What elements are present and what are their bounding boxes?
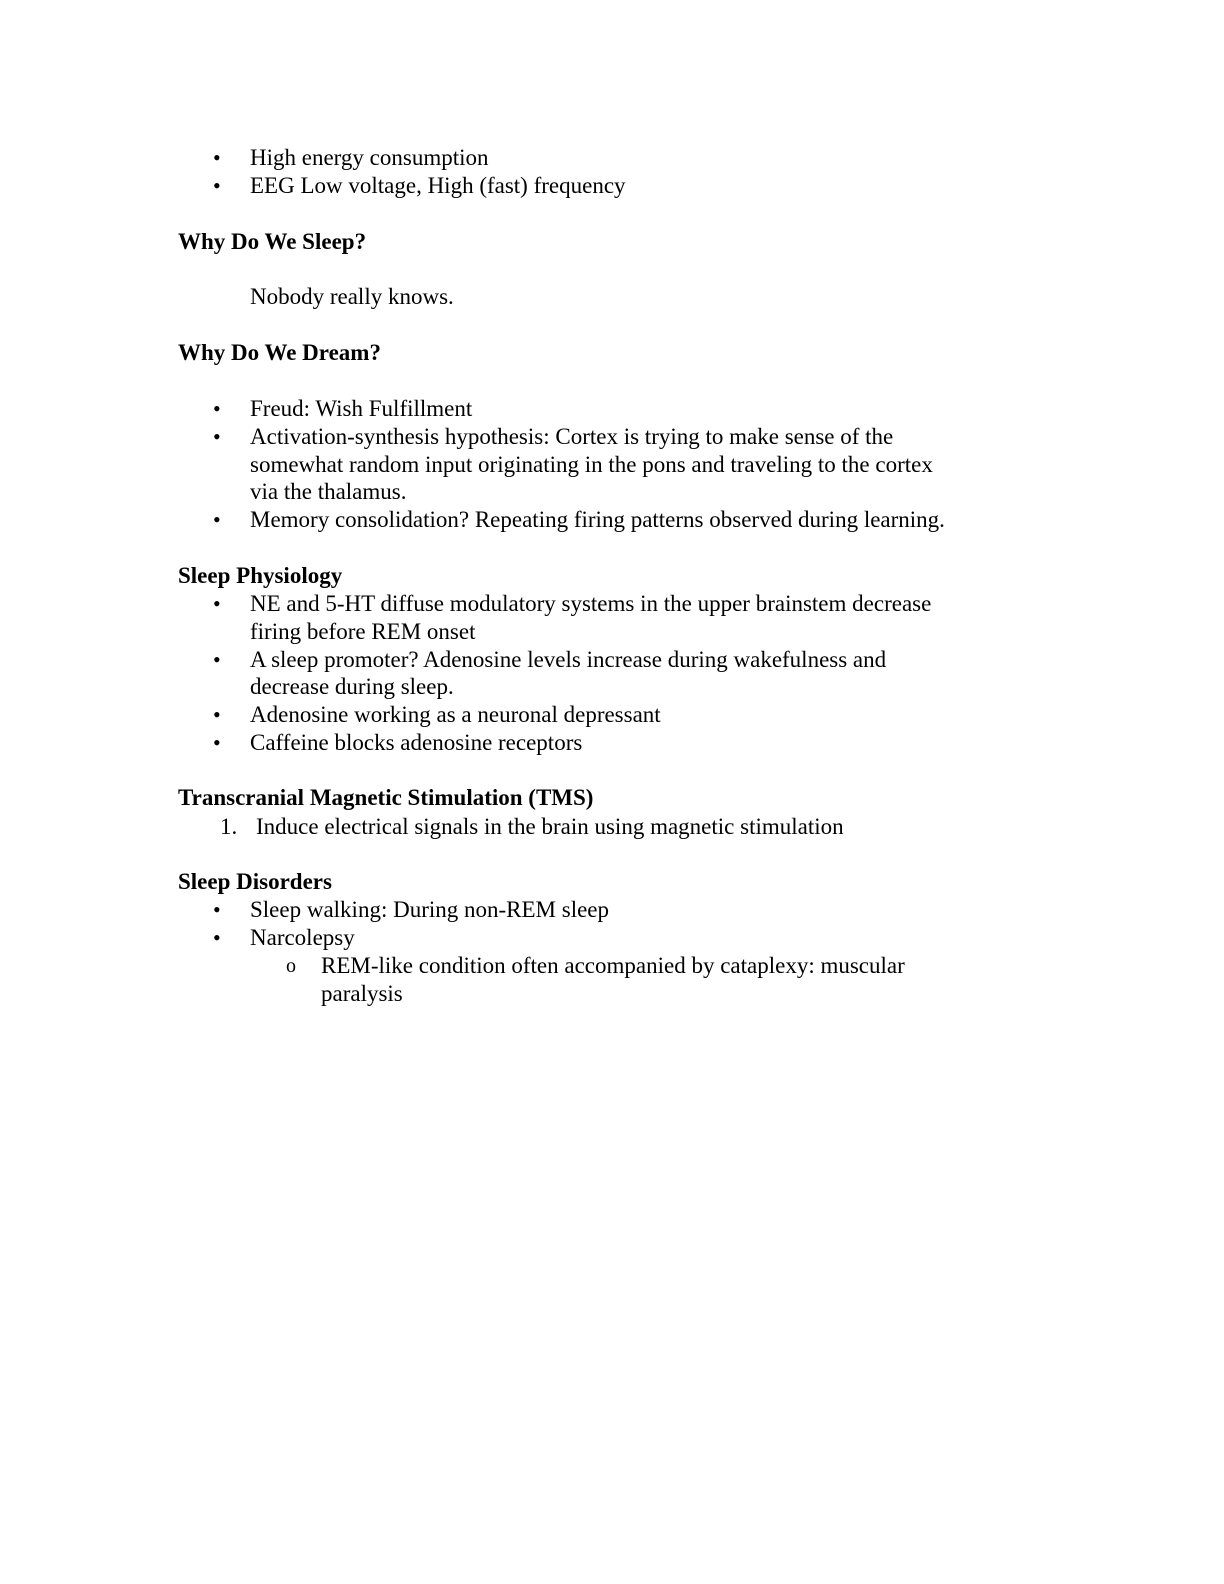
list-item: High energy consumption (250, 145, 489, 170)
list-item: NE and 5-HT diffuse modulatory systems in the upper brainstem decrease (250, 591, 932, 616)
bullet-marker: • (213, 925, 221, 950)
section-heading-tms: Transcranial Magnetic Stimulation (TMS) (178, 785, 594, 810)
bullet-marker: • (213, 647, 221, 672)
bullet-marker: • (213, 173, 221, 198)
paragraph-why-sleep: Nobody really knows. (250, 284, 454, 309)
list-item: Narcolepsy (250, 925, 355, 950)
list-item-continuation: somewhat random input originating in the pons and traveling to the cortex (250, 452, 933, 477)
list-item: EEG Low voltage, High (fast) frequency (250, 173, 626, 198)
list-item: Adenosine working as a neuronal depressant (250, 702, 661, 727)
section-heading-why-sleep: Why Do We Sleep? (178, 229, 367, 254)
section-heading-sleep-physiology: Sleep Physiology (178, 563, 343, 588)
bullet-marker: • (213, 730, 221, 755)
sub-list-item: REM-like condition often accompanied by cataplexy: muscular (321, 953, 905, 978)
list-item: Memory consolidation? Repeating firing patterns observed during learning. (250, 507, 945, 532)
sub-list-item-continuation: paralysis (321, 981, 403, 1006)
bullet-marker: • (213, 591, 221, 616)
list-item-continuation: decrease during sleep. (250, 674, 454, 699)
list-item: A sleep promoter? Adenosine levels increase during wakefulness and (250, 647, 887, 672)
list-item: Caffeine blocks adenosine receptors (250, 730, 583, 755)
section-heading-why-dream: Why Do We Dream? (178, 340, 381, 365)
bullet-marker: • (213, 507, 221, 532)
bullet-marker: • (213, 897, 221, 922)
bullet-marker: • (213, 424, 221, 449)
sub-bullet-marker: o (286, 955, 296, 977)
list-item: Activation-synthesis hypothesis: Cortex is trying to make sense of the (250, 424, 894, 449)
bullet-marker: • (213, 145, 221, 170)
list-item: Freud: Wish Fulfillment (250, 396, 473, 421)
list-item-continuation: via the thalamus. (250, 479, 407, 504)
bullet-marker: • (213, 396, 221, 421)
bullet-marker: • (213, 702, 221, 727)
list-item-continuation: firing before REM onset (250, 619, 476, 644)
list-number: 1. (220, 814, 238, 839)
section-heading-sleep-disorders: Sleep Disorders (178, 869, 332, 894)
numbered-list-item: Induce electrical signals in the brain using magnetic stimulation (256, 814, 844, 839)
list-item: Sleep walking: During non-REM sleep (250, 897, 610, 922)
